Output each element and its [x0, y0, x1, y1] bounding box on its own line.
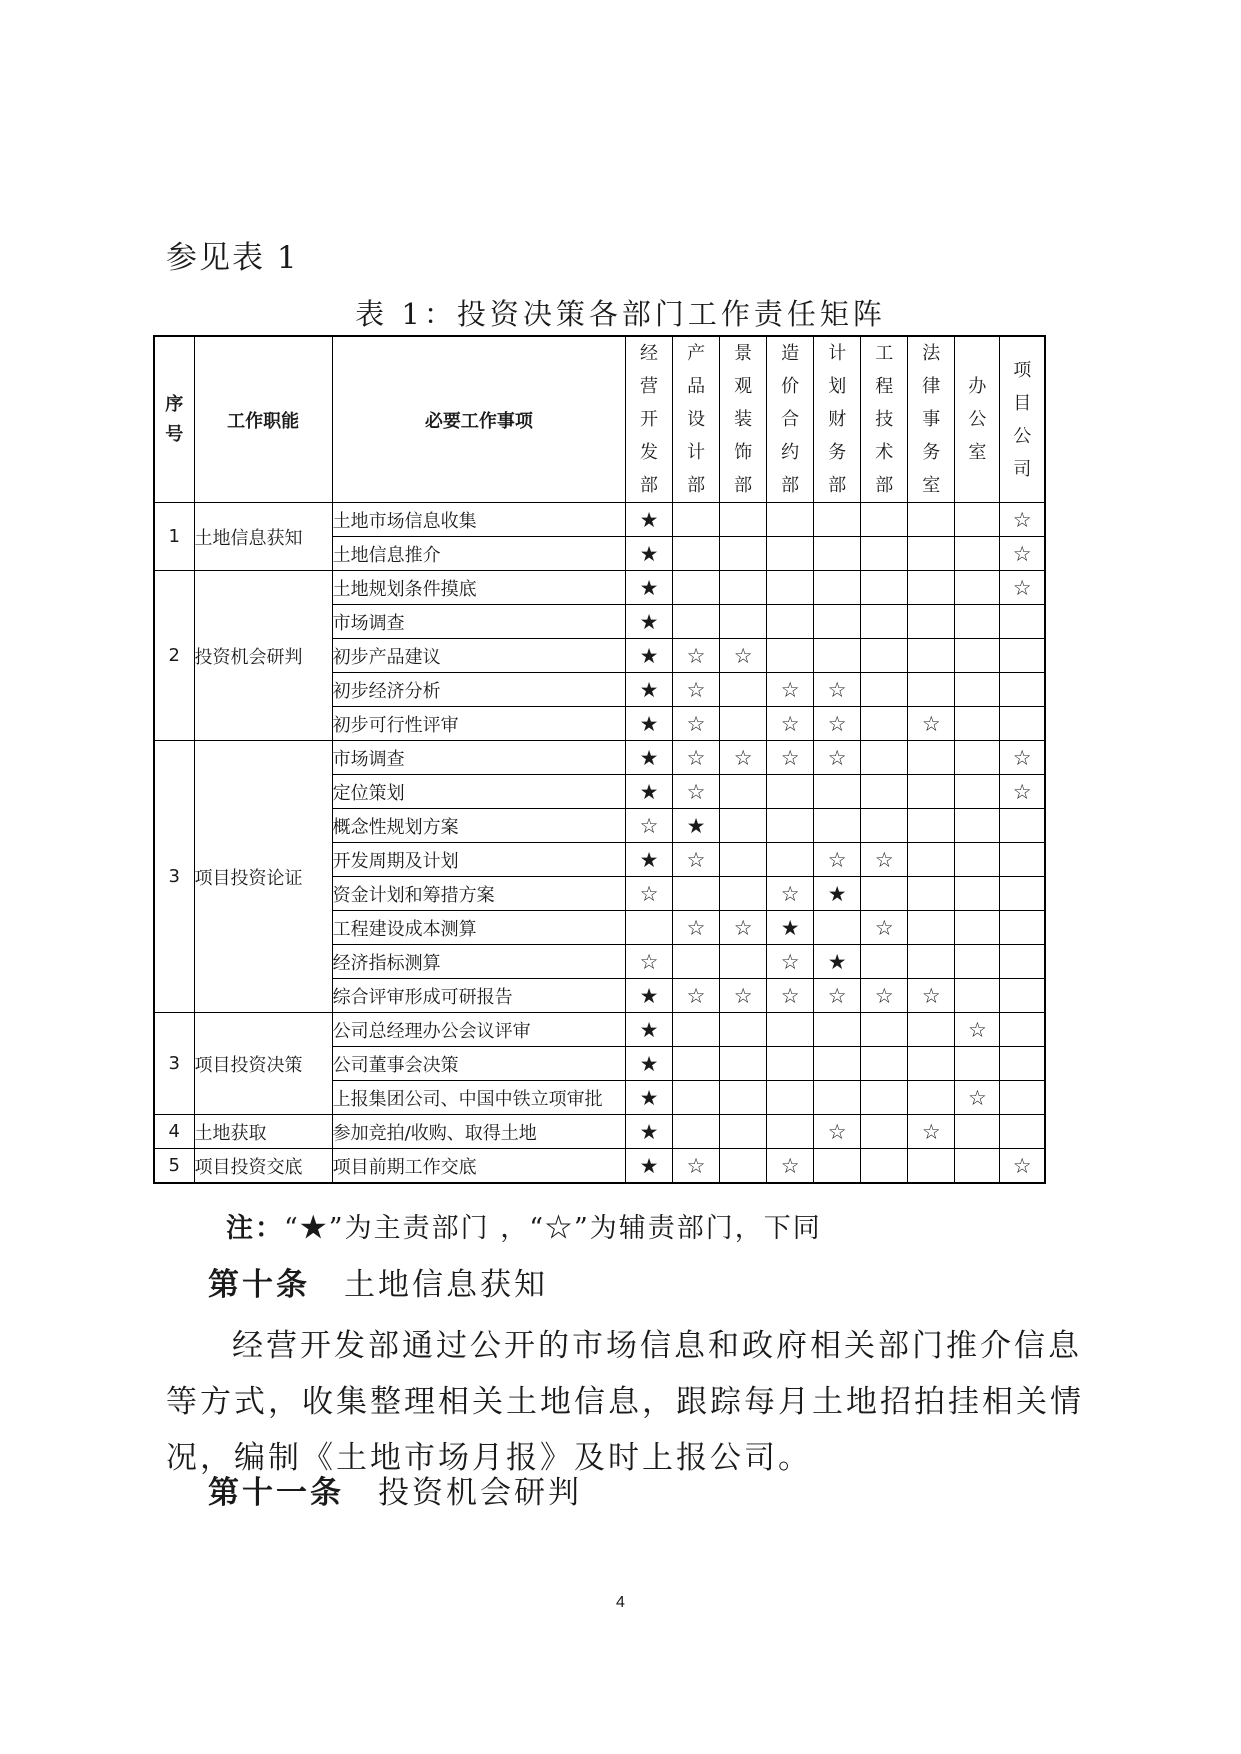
- responsibility-mark: ☆: [767, 945, 814, 979]
- header-row: [154, 336, 1045, 503]
- responsibility-mark: [1000, 1013, 1045, 1047]
- responsibility-mark: ★: [814, 877, 861, 911]
- responsibility-mark: ☆: [908, 1115, 955, 1149]
- responsibility-mark: [955, 843, 1000, 877]
- responsibility-mark: [908, 571, 955, 605]
- work-item: 土地规划条件摸底: [332, 571, 625, 605]
- row-number: 5: [154, 1149, 194, 1184]
- work-item: 综合评审形成可研报告: [332, 979, 625, 1013]
- work-function: 项目投资交底: [194, 1149, 332, 1184]
- responsibility-mark: ☆: [673, 741, 720, 775]
- responsibility-mark: [814, 503, 861, 537]
- responsibility-mark: [1000, 1047, 1045, 1081]
- responsibility-mark: [861, 673, 908, 707]
- responsibility-mark: [767, 1115, 814, 1149]
- responsibility-mark: [720, 843, 767, 877]
- responsibility-mark: ☆: [1000, 741, 1045, 775]
- responsibility-mark: [955, 741, 1000, 775]
- work-item: 资金计划和筹措方案: [332, 877, 625, 911]
- responsibility-mark: ★: [626, 639, 673, 673]
- responsibility-mark: [1000, 979, 1045, 1013]
- note-label: 注：: [226, 1213, 284, 1244]
- article-10-subject: 土地信息获知: [344, 1267, 548, 1303]
- responsibility-mark: [673, 1081, 720, 1115]
- article-10-title: 第十条: [208, 1267, 310, 1303]
- responsibility-mark: ☆: [720, 741, 767, 775]
- responsibility-mark: ☆: [720, 911, 767, 945]
- responsibility-mark: [1000, 707, 1045, 741]
- responsibility-mark: ☆: [767, 979, 814, 1013]
- responsibility-mark: [720, 809, 767, 843]
- responsibility-mark: [861, 775, 908, 809]
- responsibility-mark: [767, 503, 814, 537]
- responsibility-mark: [908, 503, 955, 537]
- responsibility-mark: [720, 571, 767, 605]
- responsibility-mark: [673, 571, 720, 605]
- responsibility-mark: [908, 877, 955, 911]
- row-number: 1: [154, 503, 194, 571]
- row-number: 3: [154, 1013, 194, 1115]
- responsibility-mark: ☆: [626, 877, 673, 911]
- responsibility-mark: [908, 639, 955, 673]
- responsibility-mark: ☆: [814, 707, 861, 741]
- work-item: 公司董事会决策: [332, 1047, 625, 1081]
- responsibility-mark: [720, 673, 767, 707]
- article-10-body: 经营开发部通过公开的市场信息和政府相关部门推介信息等方式，收集整理相关土地信息，跟踪每月土地招拍挂相关情况，编制《土地市场月报》及时上报公司。: [166, 1328, 1084, 1476]
- responsibility-mark: ★: [626, 1081, 673, 1115]
- header-seq: 序号: [154, 336, 194, 503]
- responsibility-mark: ☆: [861, 911, 908, 945]
- table-row: [154, 741, 1045, 775]
- responsibility-mark: [861, 1081, 908, 1115]
- responsibility-mark: ☆: [814, 843, 861, 877]
- header-dept-4: 造价合约部: [767, 336, 814, 503]
- responsibility-mark: [767, 537, 814, 571]
- responsibility-mark: [626, 911, 673, 945]
- header-function: 工作职能: [194, 336, 332, 503]
- header-dept-5: 计划财务部: [814, 336, 861, 503]
- responsibility-mark: [1000, 911, 1045, 945]
- work-item: 概念性规划方案: [332, 809, 625, 843]
- table-row: [154, 503, 1045, 537]
- responsibility-mark: ★: [626, 979, 673, 1013]
- responsibility-mark: [673, 1115, 720, 1149]
- responsibility-mark: [814, 605, 861, 639]
- responsibility-mark: ☆: [673, 911, 720, 945]
- responsibility-mark: [673, 877, 720, 911]
- table-row: [154, 1115, 1045, 1149]
- responsibility-mark: ★: [626, 775, 673, 809]
- responsibility-mark: [955, 1115, 1000, 1149]
- responsibility-mark: ☆: [720, 979, 767, 1013]
- matrix-body: [154, 503, 1045, 1184]
- responsibility-mark: ☆: [626, 945, 673, 979]
- responsibility-mark: [1000, 809, 1045, 843]
- responsibility-mark: [908, 673, 955, 707]
- responsibility-mark: ☆: [767, 673, 814, 707]
- work-item: 定位策划: [332, 775, 625, 809]
- header-dept-1: 经营开发部: [626, 336, 673, 503]
- responsibility-mark: ☆: [626, 809, 673, 843]
- responsibility-mark: ★: [626, 741, 673, 775]
- responsibility-mark: [955, 809, 1000, 843]
- responsibility-mark: ☆: [1000, 537, 1045, 571]
- responsibility-mark: [861, 877, 908, 911]
- article-10-heading: [208, 1259, 548, 1304]
- responsibility-mark: [814, 809, 861, 843]
- work-item: 初步经济分析: [332, 673, 625, 707]
- responsibility-mark: ☆: [861, 843, 908, 877]
- responsibility-mark: [814, 571, 861, 605]
- table-row: [154, 1013, 1045, 1047]
- work-item: 项目前期工作交底: [332, 1149, 625, 1184]
- work-item: 市场调查: [332, 605, 625, 639]
- responsibility-mark: [908, 1013, 955, 1047]
- header-dept-3: 景观装饰部: [720, 336, 767, 503]
- responsibility-mark: ☆: [1000, 1149, 1045, 1184]
- responsibility-mark: [767, 639, 814, 673]
- work-item: 公司总经理办公会议评审: [332, 1013, 625, 1047]
- row-number: 4: [154, 1115, 194, 1149]
- responsibility-mark: ☆: [1000, 775, 1045, 809]
- responsibility-mark: [955, 707, 1000, 741]
- header-dept-2: 产品设计部: [673, 336, 720, 503]
- responsibility-mark: [1000, 1115, 1045, 1149]
- responsibility-mark: [767, 775, 814, 809]
- work-function: 项目投资决策: [194, 1013, 332, 1115]
- responsibility-mark: [673, 1013, 720, 1047]
- responsibility-mark: [720, 1047, 767, 1081]
- responsibility-mark: [1000, 605, 1045, 639]
- responsibility-mark: [908, 911, 955, 945]
- responsibility-mark: [1000, 877, 1045, 911]
- responsibility-mark: [861, 945, 908, 979]
- responsibility-mark: [955, 979, 1000, 1013]
- responsibility-mark: [720, 877, 767, 911]
- responsibility-mark: ★: [767, 911, 814, 945]
- responsibility-mark: [955, 877, 1000, 911]
- responsibility-mark: ☆: [673, 979, 720, 1013]
- responsibility-mark: ☆: [767, 707, 814, 741]
- work-item: 经济指标测算: [332, 945, 625, 979]
- responsibility-mark: [814, 1081, 861, 1115]
- work-item: 参加竞拍/收购、取得土地: [332, 1115, 625, 1149]
- responsibility-mark: [955, 639, 1000, 673]
- responsibility-mark: [720, 503, 767, 537]
- work-function: 投资机会研判: [194, 571, 332, 741]
- responsibility-mark: ☆: [673, 775, 720, 809]
- responsibility-mark: ☆: [673, 673, 720, 707]
- responsibility-mark: [908, 775, 955, 809]
- responsibility-mark: [955, 571, 1000, 605]
- work-item: 上报集团公司、中国中铁立项审批: [332, 1081, 625, 1115]
- responsibility-mark: [955, 537, 1000, 571]
- responsibility-mark: ★: [626, 1013, 673, 1047]
- responsibility-mark: [955, 503, 1000, 537]
- work-item: 土地市场信息收集: [332, 503, 625, 537]
- responsibility-mark: ☆: [814, 1115, 861, 1149]
- responsibility-mark: [1000, 945, 1045, 979]
- responsibility-mark: [814, 537, 861, 571]
- responsibility-mark: ☆: [673, 639, 720, 673]
- responsibility-mark: [767, 1013, 814, 1047]
- responsibility-mark: [861, 1115, 908, 1149]
- responsibility-mark: ☆: [814, 741, 861, 775]
- responsibility-mark: [767, 571, 814, 605]
- responsibility-mark: [908, 1081, 955, 1115]
- responsibility-mark: [814, 639, 861, 673]
- responsibility-mark: ☆: [908, 707, 955, 741]
- article-11-subject: 投资机会研判: [378, 1475, 582, 1511]
- responsibility-mark: [767, 605, 814, 639]
- responsibility-mark: [861, 571, 908, 605]
- responsibility-mark: [908, 537, 955, 571]
- work-item: 初步产品建议: [332, 639, 625, 673]
- responsibility-mark: [861, 707, 908, 741]
- responsibility-mark: [908, 1047, 955, 1081]
- responsibility-mark: [861, 1013, 908, 1047]
- responsibility-mark: [720, 1115, 767, 1149]
- responsibility-mark: ★: [626, 707, 673, 741]
- responsibility-mark: ★: [626, 537, 673, 571]
- responsibility-mark: [720, 1013, 767, 1047]
- intro-text: 参见表 1: [166, 240, 299, 276]
- responsibility-mark: [861, 537, 908, 571]
- header-dept-9: 项目公司: [1000, 336, 1045, 503]
- responsibility-mark: [767, 1047, 814, 1081]
- responsibility-mark: [814, 1013, 861, 1047]
- responsibility-mark: [814, 911, 861, 945]
- responsibility-mark: ☆: [673, 1149, 720, 1184]
- responsibility-mark: ☆: [908, 979, 955, 1013]
- header-dept-7: 法律事务室: [908, 336, 955, 503]
- responsibility-mark: ☆: [767, 1149, 814, 1184]
- responsibility-mark: [908, 741, 955, 775]
- responsibility-mark: ★: [626, 571, 673, 605]
- responsibility-mark: ☆: [861, 979, 908, 1013]
- responsibility-mark: [1000, 639, 1045, 673]
- responsibility-mark: ☆: [720, 639, 767, 673]
- responsibility-mark: [673, 945, 720, 979]
- responsibility-mark: [908, 1149, 955, 1184]
- responsibility-mark: [955, 945, 1000, 979]
- work-item: 初步可行性评审: [332, 707, 625, 741]
- responsibility-matrix: [153, 335, 1046, 1184]
- responsibility-mark: [767, 843, 814, 877]
- responsibility-mark: [1000, 673, 1045, 707]
- responsibility-mark: [814, 1047, 861, 1081]
- responsibility-mark: [720, 707, 767, 741]
- responsibility-mark: ★: [626, 1149, 673, 1184]
- responsibility-mark: [955, 1149, 1000, 1184]
- table-note: [226, 1206, 822, 1245]
- responsibility-mark: ★: [626, 1115, 673, 1149]
- table-row: [154, 571, 1045, 605]
- responsibility-mark: ★: [626, 673, 673, 707]
- article-11-heading: [208, 1467, 582, 1512]
- work-item: 土地信息推介: [332, 537, 625, 571]
- work-item: 工程建设成本测算: [332, 911, 625, 945]
- responsibility-mark: ★: [673, 809, 720, 843]
- row-number: 2: [154, 571, 194, 741]
- note-text: “★”为主责部门 ，“☆”为辅责部门，下同: [284, 1213, 822, 1244]
- responsibility-mark: ☆: [767, 877, 814, 911]
- responsibility-mark: [767, 809, 814, 843]
- responsibility-mark: [720, 1081, 767, 1115]
- article-11-title: 第十一条: [208, 1475, 344, 1511]
- row-number: 3: [154, 741, 194, 1013]
- responsibility-mark: [720, 605, 767, 639]
- responsibility-mark: [861, 1149, 908, 1184]
- responsibility-mark: [861, 1047, 908, 1081]
- responsibility-mark: ☆: [955, 1081, 1000, 1115]
- responsibility-mark: [767, 1081, 814, 1115]
- responsibility-mark: ☆: [1000, 503, 1045, 537]
- work-function: 土地获取: [194, 1115, 332, 1149]
- responsibility-mark: [908, 843, 955, 877]
- responsibility-mark: ★: [626, 605, 673, 639]
- responsibility-mark: ★: [626, 1047, 673, 1081]
- responsibility-mark: [720, 537, 767, 571]
- responsibility-mark: [673, 537, 720, 571]
- responsibility-mark: [673, 605, 720, 639]
- responsibility-mark: [861, 639, 908, 673]
- work-function: 项目投资论证: [194, 741, 332, 1013]
- responsibility-mark: ☆: [814, 673, 861, 707]
- responsibility-mark: ☆: [767, 741, 814, 775]
- responsibility-mark: ☆: [673, 843, 720, 877]
- responsibility-mark: [861, 741, 908, 775]
- responsibility-mark: [673, 1047, 720, 1081]
- header-item: 必要工作事项: [332, 336, 625, 503]
- responsibility-mark: [814, 775, 861, 809]
- responsibility-mark: [955, 1047, 1000, 1081]
- work-item: 开发周期及计划: [332, 843, 625, 877]
- responsibility-mark: [861, 503, 908, 537]
- header-dept-6: 工程技术部: [861, 336, 908, 503]
- responsibility-mark: [720, 775, 767, 809]
- responsibility-mark: [720, 1149, 767, 1184]
- responsibility-mark: [955, 673, 1000, 707]
- responsibility-mark: ★: [814, 945, 861, 979]
- responsibility-mark: ★: [626, 843, 673, 877]
- page-number: 4: [616, 1594, 625, 1611]
- table-caption: 表 1：投资决策各部门工作责任矩阵: [355, 297, 886, 331]
- responsibility-mark: ☆: [673, 707, 720, 741]
- table-row: [154, 1149, 1045, 1184]
- responsibility-mark: [908, 605, 955, 639]
- responsibility-mark: [814, 1149, 861, 1184]
- responsibility-mark: [1000, 1081, 1045, 1115]
- responsibility-mark: [673, 503, 720, 537]
- responsibility-mark: [861, 605, 908, 639]
- work-item: 市场调查: [332, 741, 625, 775]
- responsibility-mark: [955, 911, 1000, 945]
- responsibility-mark: [1000, 843, 1045, 877]
- responsibility-mark: [861, 809, 908, 843]
- responsibility-mark: [955, 605, 1000, 639]
- header-dept-8: 办公室: [955, 336, 1000, 503]
- responsibility-mark: ☆: [1000, 571, 1045, 605]
- responsibility-mark: [908, 809, 955, 843]
- work-function: 土地信息获知: [194, 503, 332, 571]
- responsibility-mark: ★: [626, 503, 673, 537]
- responsibility-mark: ☆: [814, 979, 861, 1013]
- responsibility-mark: ☆: [955, 1013, 1000, 1047]
- responsibility-mark: [955, 775, 1000, 809]
- responsibility-mark: [720, 945, 767, 979]
- responsibility-mark: [908, 945, 955, 979]
